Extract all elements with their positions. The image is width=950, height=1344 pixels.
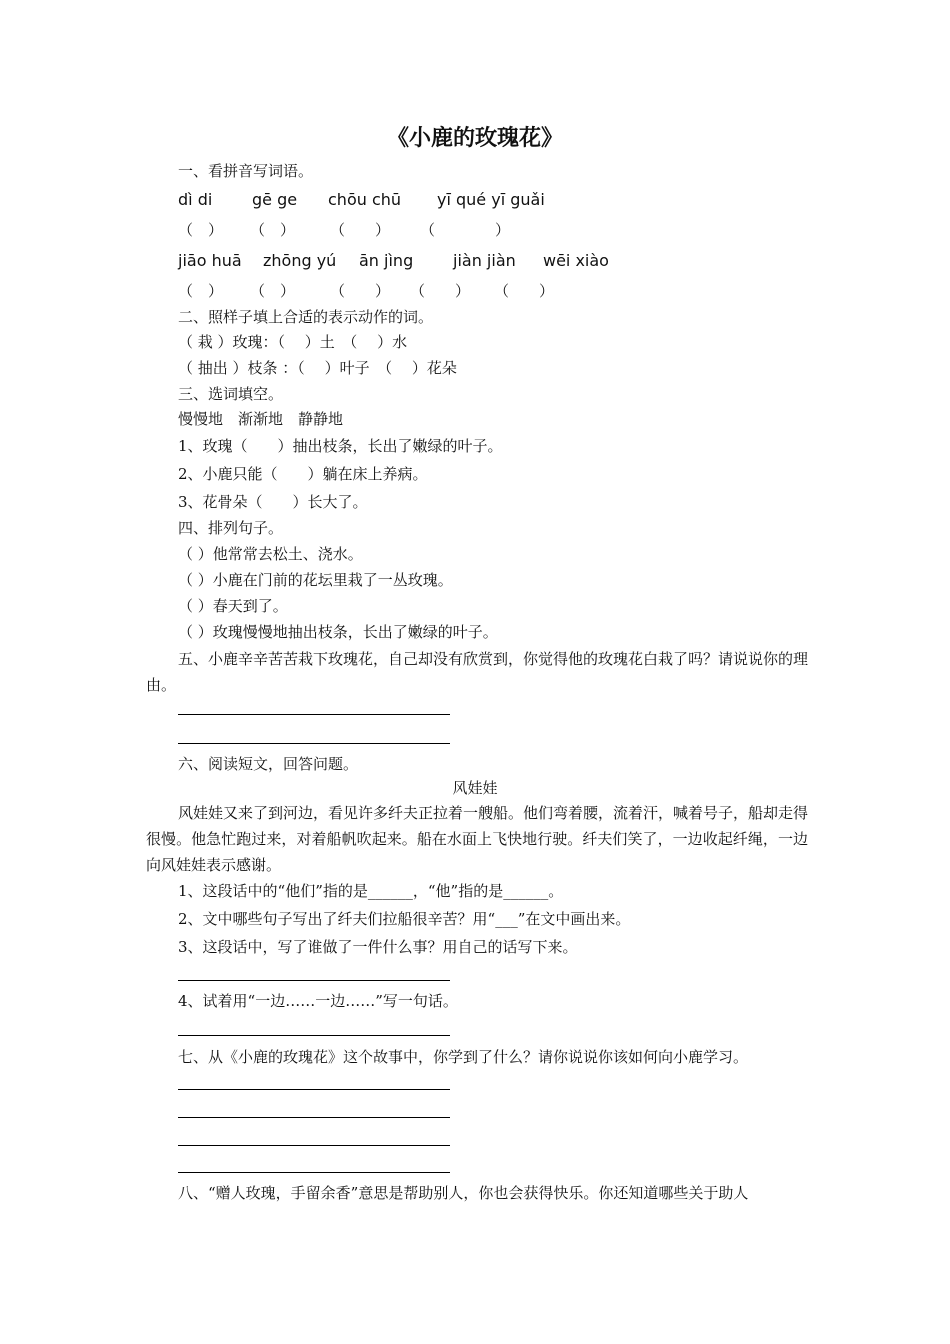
question-item[interactable]: 3、这段话中，写了谁做了一件什么事？用自己的话写下来。	[178, 938, 578, 956]
question-item[interactable]: 4、试着用“一边……一边……”写一句话。	[178, 992, 458, 1010]
answer-bracket[interactable]: （ ）	[178, 282, 224, 300]
question-item[interactable]: 1、这段话中的“他们”指的是______，“他”指的是______。	[178, 882, 564, 900]
pinyin-item: chōu chū	[328, 190, 402, 209]
story-title: 风娃娃	[452, 779, 498, 797]
question-item[interactable]: 2、小鹿只能（ ）躺在床上养病。	[178, 465, 428, 483]
section-8-question: 八、“赠人玫瑰，手留余香”意思是帮助别人，你也会获得快乐。你还知道哪些关于助人	[178, 1184, 749, 1202]
pinyin-item: jiàn jiàn	[453, 251, 516, 270]
answer-bracket[interactable]: （ ）	[250, 282, 296, 300]
section-3-heading: 三、选词填空。	[178, 385, 284, 403]
sentence-item[interactable]: （ ）春天到了。	[178, 597, 288, 615]
section-1-heading: 一、看拼音写词语。	[178, 162, 314, 180]
pinyin-item: gē ge	[252, 190, 298, 209]
word-choices: 慢慢地 渐渐地 静静地	[178, 410, 344, 428]
question-item[interactable]: 3、花骨朵（ ）长大了。	[178, 493, 368, 511]
sentence-item[interactable]: （ ）玫瑰慢慢地抽出枝条，长出了嫩绿的叶子。	[178, 623, 498, 641]
answer-bracket[interactable]: （ ）	[410, 282, 471, 300]
answer-bracket[interactable]: （ ）	[494, 282, 555, 300]
section-7-question: 七、从《小鹿的玫瑰花》这个故事中，你学到了什么？请你说说你该如何向小鹿学习。	[178, 1048, 749, 1066]
answer-line[interactable]	[178, 1089, 450, 1090]
page-title: 《小鹿的玫瑰花》	[386, 125, 563, 151]
section-4-heading: 四、排列句子。	[178, 519, 284, 537]
fill-line[interactable]: （ 抽出 ）枝条 ：（ ）叶子 （ ）花朵	[178, 359, 457, 377]
question-item[interactable]: 2、文中哪些句子写出了纤夫们拉船很辛苦？用“___”在文中画出来。	[178, 910, 631, 928]
reading-passage: 风娃娃又来了到河边，看见许多纤夫正拉着一艘船。他们弯着腰，流着汗，喊着号子，船却走得很慢。他急忙跑过来，对着船帆吹起来。船在水面上飞快地行驶。纤夫们笑了，一边收起纤绳，一边向风娃娃表示感谢。	[146, 804, 809, 874]
answer-bracket[interactable]: （ ）	[330, 282, 391, 300]
pinyin-item: jiāo huā	[178, 251, 242, 270]
answer-bracket[interactable]: （ ）	[420, 221, 511, 239]
answer-line[interactable]	[178, 1117, 450, 1118]
answer-line[interactable]	[178, 1145, 450, 1146]
answer-bracket[interactable]: （ ）	[330, 221, 391, 239]
section-5-question: 五、小鹿辛辛苦苦栽下玫瑰花，自己却没有欣赏到，你觉得他的玫瑰花白栽了吗？请说说你的理由。	[146, 650, 809, 694]
sentence-item[interactable]: （ ）他常常去松土、浇水。	[178, 545, 363, 563]
answer-bracket[interactable]: （ ）	[178, 221, 224, 239]
answer-bracket[interactable]: （ ）	[250, 221, 296, 239]
pinyin-item: yī qué yī guǎi	[437, 190, 545, 209]
answer-line[interactable]	[178, 714, 450, 715]
section-6-heading: 六、阅读短文，回答问题。	[178, 755, 359, 773]
answer-line[interactable]	[178, 1035, 450, 1036]
question-item[interactable]: 1、玫瑰（ ）抽出枝条，长出了嫩绿的叶子。	[178, 437, 503, 455]
answer-line[interactable]	[178, 980, 450, 981]
pinyin-item: dì di	[178, 190, 213, 209]
pinyin-item: wēi xiào	[543, 251, 609, 270]
section-2-heading: 二、照样子填上合适的表示动作的词。	[178, 308, 434, 326]
answer-line[interactable]	[178, 743, 450, 744]
fill-line[interactable]: （ 栽 ）玫瑰：（ ）土 （ ）水	[178, 333, 408, 351]
answer-line[interactable]	[178, 1172, 450, 1173]
pinyin-item: ān jìng	[359, 251, 414, 270]
sentence-item[interactable]: （ ）小鹿在门前的花坛里栽了一丛玫瑰。	[178, 571, 453, 589]
pinyin-item: zhōng yú	[263, 251, 337, 270]
